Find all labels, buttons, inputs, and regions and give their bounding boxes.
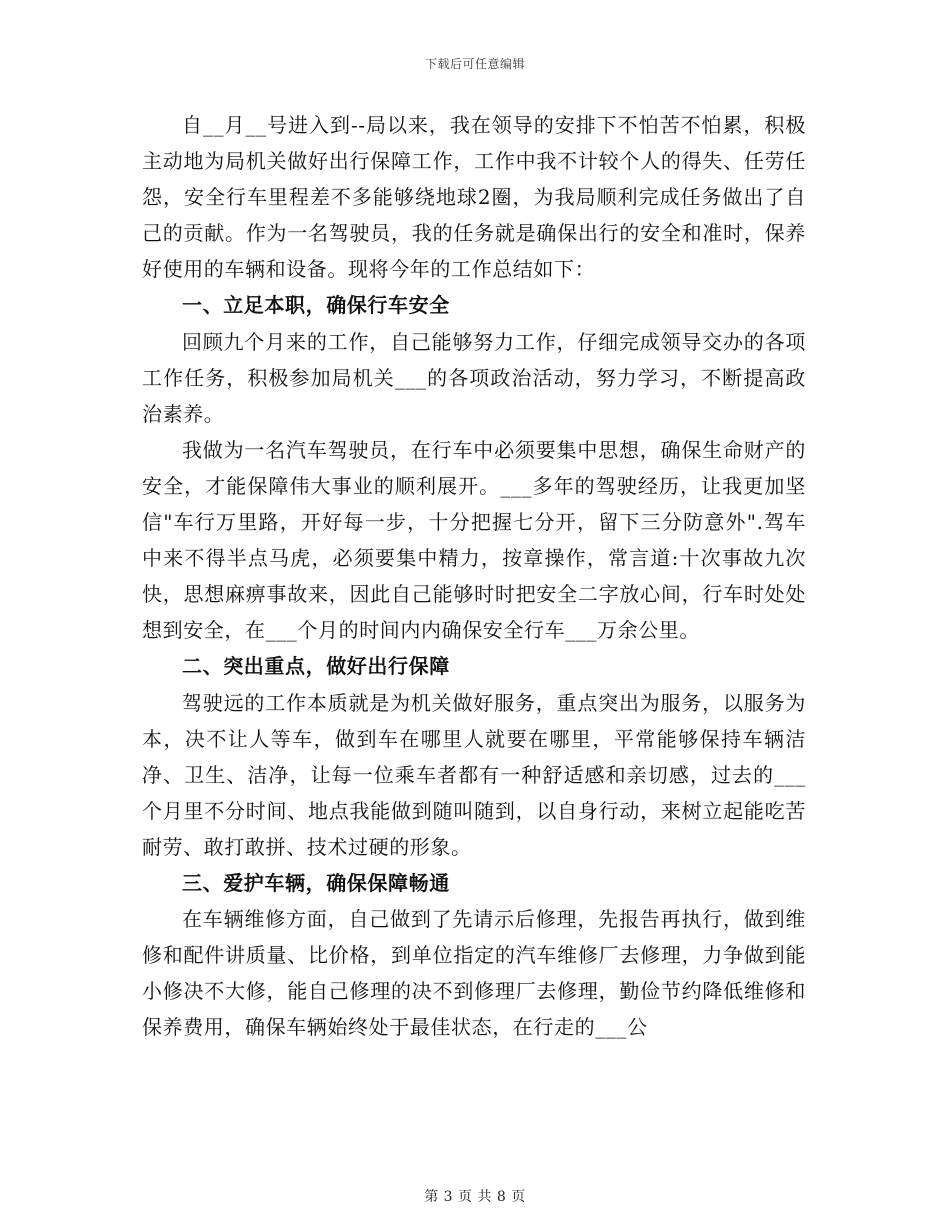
section-2-heading: 二、突出重点，做好出行保障 — [182, 654, 450, 679]
section-1-paragraph-1: 回顾九个月来的工作，自己能够努力工作，仔细完成领导交办的各项工作任务，积极参加局机关___的各项政治活动，努力学习，不断提高政治素养。 — [142, 329, 806, 426]
section-2-paragraph-1: 驾驶远的工作本质就是为机关做好服务，重点突出为服务，以服务为本，决不让人等车，做到车在哪里人就要在哪里，平常能够保持车辆洁净、卫生、洁净，让每一位乘车者都有一种舒适感和亲切感，过去的___个月里不分时间、地点我能做到随叫随到，以自身行动，来树立起能吃苦耐劳、敢打敢拼、技术过硬的形象。 — [142, 690, 806, 859]
section-3-heading: 三、爱护车辆，确保保障畅通 — [182, 870, 450, 895]
section-3-paragraph-1: 在车辆维修方面，自己做到了先请示后修理，先报告再执行，做到维修和配件讲质量、比价格，到单位指定的汽车维修厂去修理，力争做到能小修决不大修，能自己修理的决不到修理厂去修理，勤俭节约降低维修和保养费用，确保车辆始终处于最佳状态，在行走的___公 — [142, 907, 806, 1040]
document-body — [142, 107, 806, 1045]
section-1-paragraph-2: 我做为一名汽车驾驶员，在行车中必须要集中思想，确保生命财产的安全，才能保障伟大事业的顺利展开。___多年的驾驶经历，让我更加坚信"车行万里路，开好每一步，十分把握七分开，留下三分防意外".驾车中来不得半点马虎，必须要集中精力，按章操作，常言道:十次事故九次快，思想麻痹事故来，因此自己能够时时把安全二字放心间，行车时处处想到安全，在___个月的时间内内确保安全行车___万余公里。 — [142, 437, 806, 643]
section-1-heading: 一、立足本职，确保行车安全 — [182, 293, 450, 318]
intro-paragraph: 自__月__号进入到--局以来，我在领导的安排下不怕苦不怕累，积极主动地为局机关做好出行保障工作，工作中我不计较个人的得失、任劳任怨，安全行车里程差不多能够绕地球2圈，为我局顺利完成任务做出了自己的贡献。作为一名驾驶员，我的任务就是确保出行的安全和准时，保养好使用的车辆和设备。现将今年的工作总结如下： — [142, 113, 806, 282]
page-number-footer: 第 3 页 共 8 页 — [424, 1189, 526, 1205]
page-header-note: 下载后可任意编辑 — [424, 57, 525, 71]
